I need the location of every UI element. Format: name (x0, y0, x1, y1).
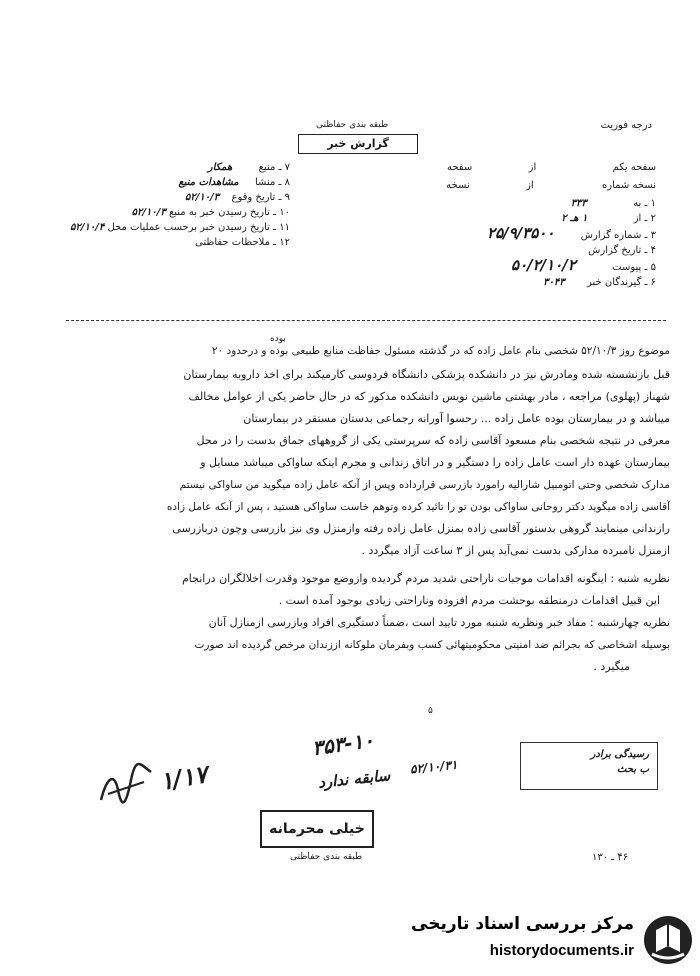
report-title-box (298, 134, 418, 154)
opinion-section (30, 568, 670, 678)
right-box-line-2: ب بحث (617, 764, 649, 775)
right-item-6 (396, 275, 656, 290)
scribble-icon (96, 760, 156, 810)
body-line-1: قبل بازنشسته شده ومادرش نیز در دانشکده پزشکی دانشگاه فردوسی کارمیکند برای اخذ داروبه بیمارستان (183, 368, 670, 381)
item-num: ۱ ـ به (633, 198, 656, 209)
body-line-8: رازندانی مینمایند گروهی بدستور آقاسی زاده بمنزل عامل زاده رفته وازمنزل وی نیز بازرسی وچون دربازرسی (172, 522, 670, 535)
body-line-9: ازمنزل نامبرده مدارکی بدست نمی‌آید پس از ۳ ساعت آزاد میگردد . (361, 544, 670, 557)
left-item-7 (40, 160, 290, 175)
header-separator (66, 320, 666, 321)
item-num: ۱۰ ـ تاریخ رسیدن خبر به منبع (168, 207, 290, 218)
annotation-above: بوده (270, 334, 286, 344)
opinion-1b-line: این قبیل اقدامات درمنطقه بوحشت مردم افزوده وناراحتی زیادی بوجود آمده است . (278, 594, 660, 607)
right-item-1 (396, 196, 656, 211)
field-label: سفحه یکم (612, 162, 656, 173)
item-value: ۵۲/۱۰/۳ (131, 207, 166, 218)
item-num: ۴ ـ تاریخ گزارش (588, 245, 656, 256)
left-item-8 (40, 175, 290, 190)
item-num: ۱۲ ـ ملاحظات حفاظتی (195, 237, 290, 248)
item-num: ۱۱ ـ تاریخ رسیدن خبر برحسب عملیات محل (107, 222, 290, 233)
classification-stamp-text: خیلی محرمانه (269, 821, 365, 837)
classification-title: طبقه بندی حفاظتی (316, 120, 389, 130)
item-num: ۲ ـ از (633, 213, 656, 224)
body-line-4: معرفی در نتیجه شخصی بنام مسعود آقاسی زاده که سرپرستی یکی از گروههای جماق بدست را در محل (196, 434, 670, 447)
opinion-2-line (30, 612, 670, 634)
header-right-field-1 (447, 160, 656, 175)
body-text (50, 364, 670, 562)
item-num: ۷ ـ منبع (258, 162, 290, 173)
body-line-5: بیمارستان عهده دار است عامل زاده را دستگیر و در اتاق زندانی و مجرم اینکه ساواکی میباشد مسایل و (200, 456, 670, 469)
field-from: از (526, 180, 534, 191)
classification-stamp (260, 810, 374, 848)
watermark-url: historydocuments.ir (489, 942, 634, 959)
opinion-1-heading: نظریه شنبه : (610, 572, 670, 585)
left-item-12 (40, 235, 290, 250)
body-line-6: مدارک شخصی وحتی اتومبیل شارالیه رامورد بازرسی قرارداده وپس از آنکه عامل زاده میگوید من ساواکی نیستم (179, 479, 670, 491)
left-numbered-list (40, 160, 290, 250)
opinion-2b-line: بوسیله اشخاصی که بجرائم ضد امنیتی محکومیتهائی کسب وبفرمان ملوکانه اززندان مرخص گردیده اند صورت (194, 639, 670, 651)
item-value: ۵۲/۱۰/۴ (70, 222, 105, 233)
field-page: نسخه (446, 180, 470, 191)
item-num: ۳ ـ شماره گزارش (580, 230, 656, 241)
item-value: مشاهدات منبع (178, 177, 239, 188)
opinion-2c-line: میگیرد . (593, 660, 630, 673)
report-title: گزارش خبر (327, 137, 389, 150)
item-value: ۳۰۴۳ (543, 277, 565, 288)
item-value: ۲۵/۹/۳۵۰۰ (487, 224, 555, 242)
field-page: سفحه (446, 162, 473, 173)
item-num: ۸ ـ منشا (254, 177, 290, 188)
field-label: نسخه شماره (602, 180, 656, 191)
watermark-name: مرکز بررسی اسناد تاریخی (411, 914, 634, 934)
left-item-10 (40, 205, 290, 220)
item-value: همکار (207, 162, 233, 173)
item-value: ۵۰/۲/۱۰/۲ (511, 256, 576, 274)
opinion-1-line (30, 568, 670, 590)
subject-line: موضوع روز ۵۲/۱۰/۳ شخصی بنام عامل زاده که در گذشته مسئول حفاظت منابع طبیعی بوده و درحدود ۲۰ (211, 345, 670, 357)
right-signature-box (520, 742, 658, 790)
left-signature: ۱/۱۷ (157, 760, 210, 796)
right-numbered-list (396, 196, 656, 290)
header-right-field-2 (446, 178, 656, 193)
degree-of-urgency-label: درجه فوریت (600, 120, 652, 131)
classification-caption: طبقه بندی حفاظتی (290, 852, 363, 862)
handwritten-date: ۵۲/۱۰/۳۱ (409, 757, 459, 777)
left-item-11 (40, 220, 290, 235)
item-num: ۹ ـ تاریخ وقوع (231, 192, 290, 203)
handwritten-number: ۳۵۳-۱۰ (310, 727, 376, 761)
left-scribble (96, 760, 156, 814)
item-value: ۳۳۳ (570, 198, 587, 209)
opinion-2-heading: نظریه چهارشنبه : (589, 616, 670, 629)
dot-mark: ۵ (428, 706, 433, 716)
watermark (400, 910, 700, 976)
right-item-5 (396, 258, 656, 275)
item-value: ۱ هـ ۲ (561, 213, 588, 224)
field-from: از (528, 162, 537, 173)
left-item-9 (40, 190, 290, 205)
form-code: ۴۶ ـ ۱۳۰ (592, 852, 629, 863)
item-value: ۵۲/۱۰/۳ (184, 192, 220, 203)
right-box-line-1: رسیدگی برادر (590, 749, 649, 760)
right-item-3 (396, 226, 656, 243)
handwritten-note: سابقه ندارد (317, 766, 392, 792)
opinion-2-text: مفاد خبر ونظریه شنبه مورد تایید است ،ضمناً دستگیری افراد وبازرسی ازمنازل آنان (208, 616, 587, 629)
item-num: ۶ ـ گیرندگان خبر (586, 277, 656, 288)
item-num: ۵ ـ پیوست (612, 262, 656, 273)
logo-icon (642, 914, 694, 966)
body-line-2: شهناز (پهلوی) مراجعه ، مادر بهشتی ماشین نویس دانشکده مذکور که در حال حاضر یکی از عوامل مخالف (188, 390, 670, 403)
body-line-7: آقاسی زاده میگوید دکتر روحانی ساواکی بودن تو را تائید کرده وتوهم خاست ساواکی هستید ، پس از آنکه عامل زاده (166, 501, 670, 513)
body-line-3: میباشد و در بیمارستان بوده عامل زاده ... رحسوا آورانه رجماعی بدستان مستقر در بیمارستان (243, 412, 670, 425)
opinion-1-text: اینگونه اقدامات موجبات ناراحتی شدید مردم گردیده وازوضع موجود وقدرت اخلالگران درانجام (181, 572, 607, 585)
